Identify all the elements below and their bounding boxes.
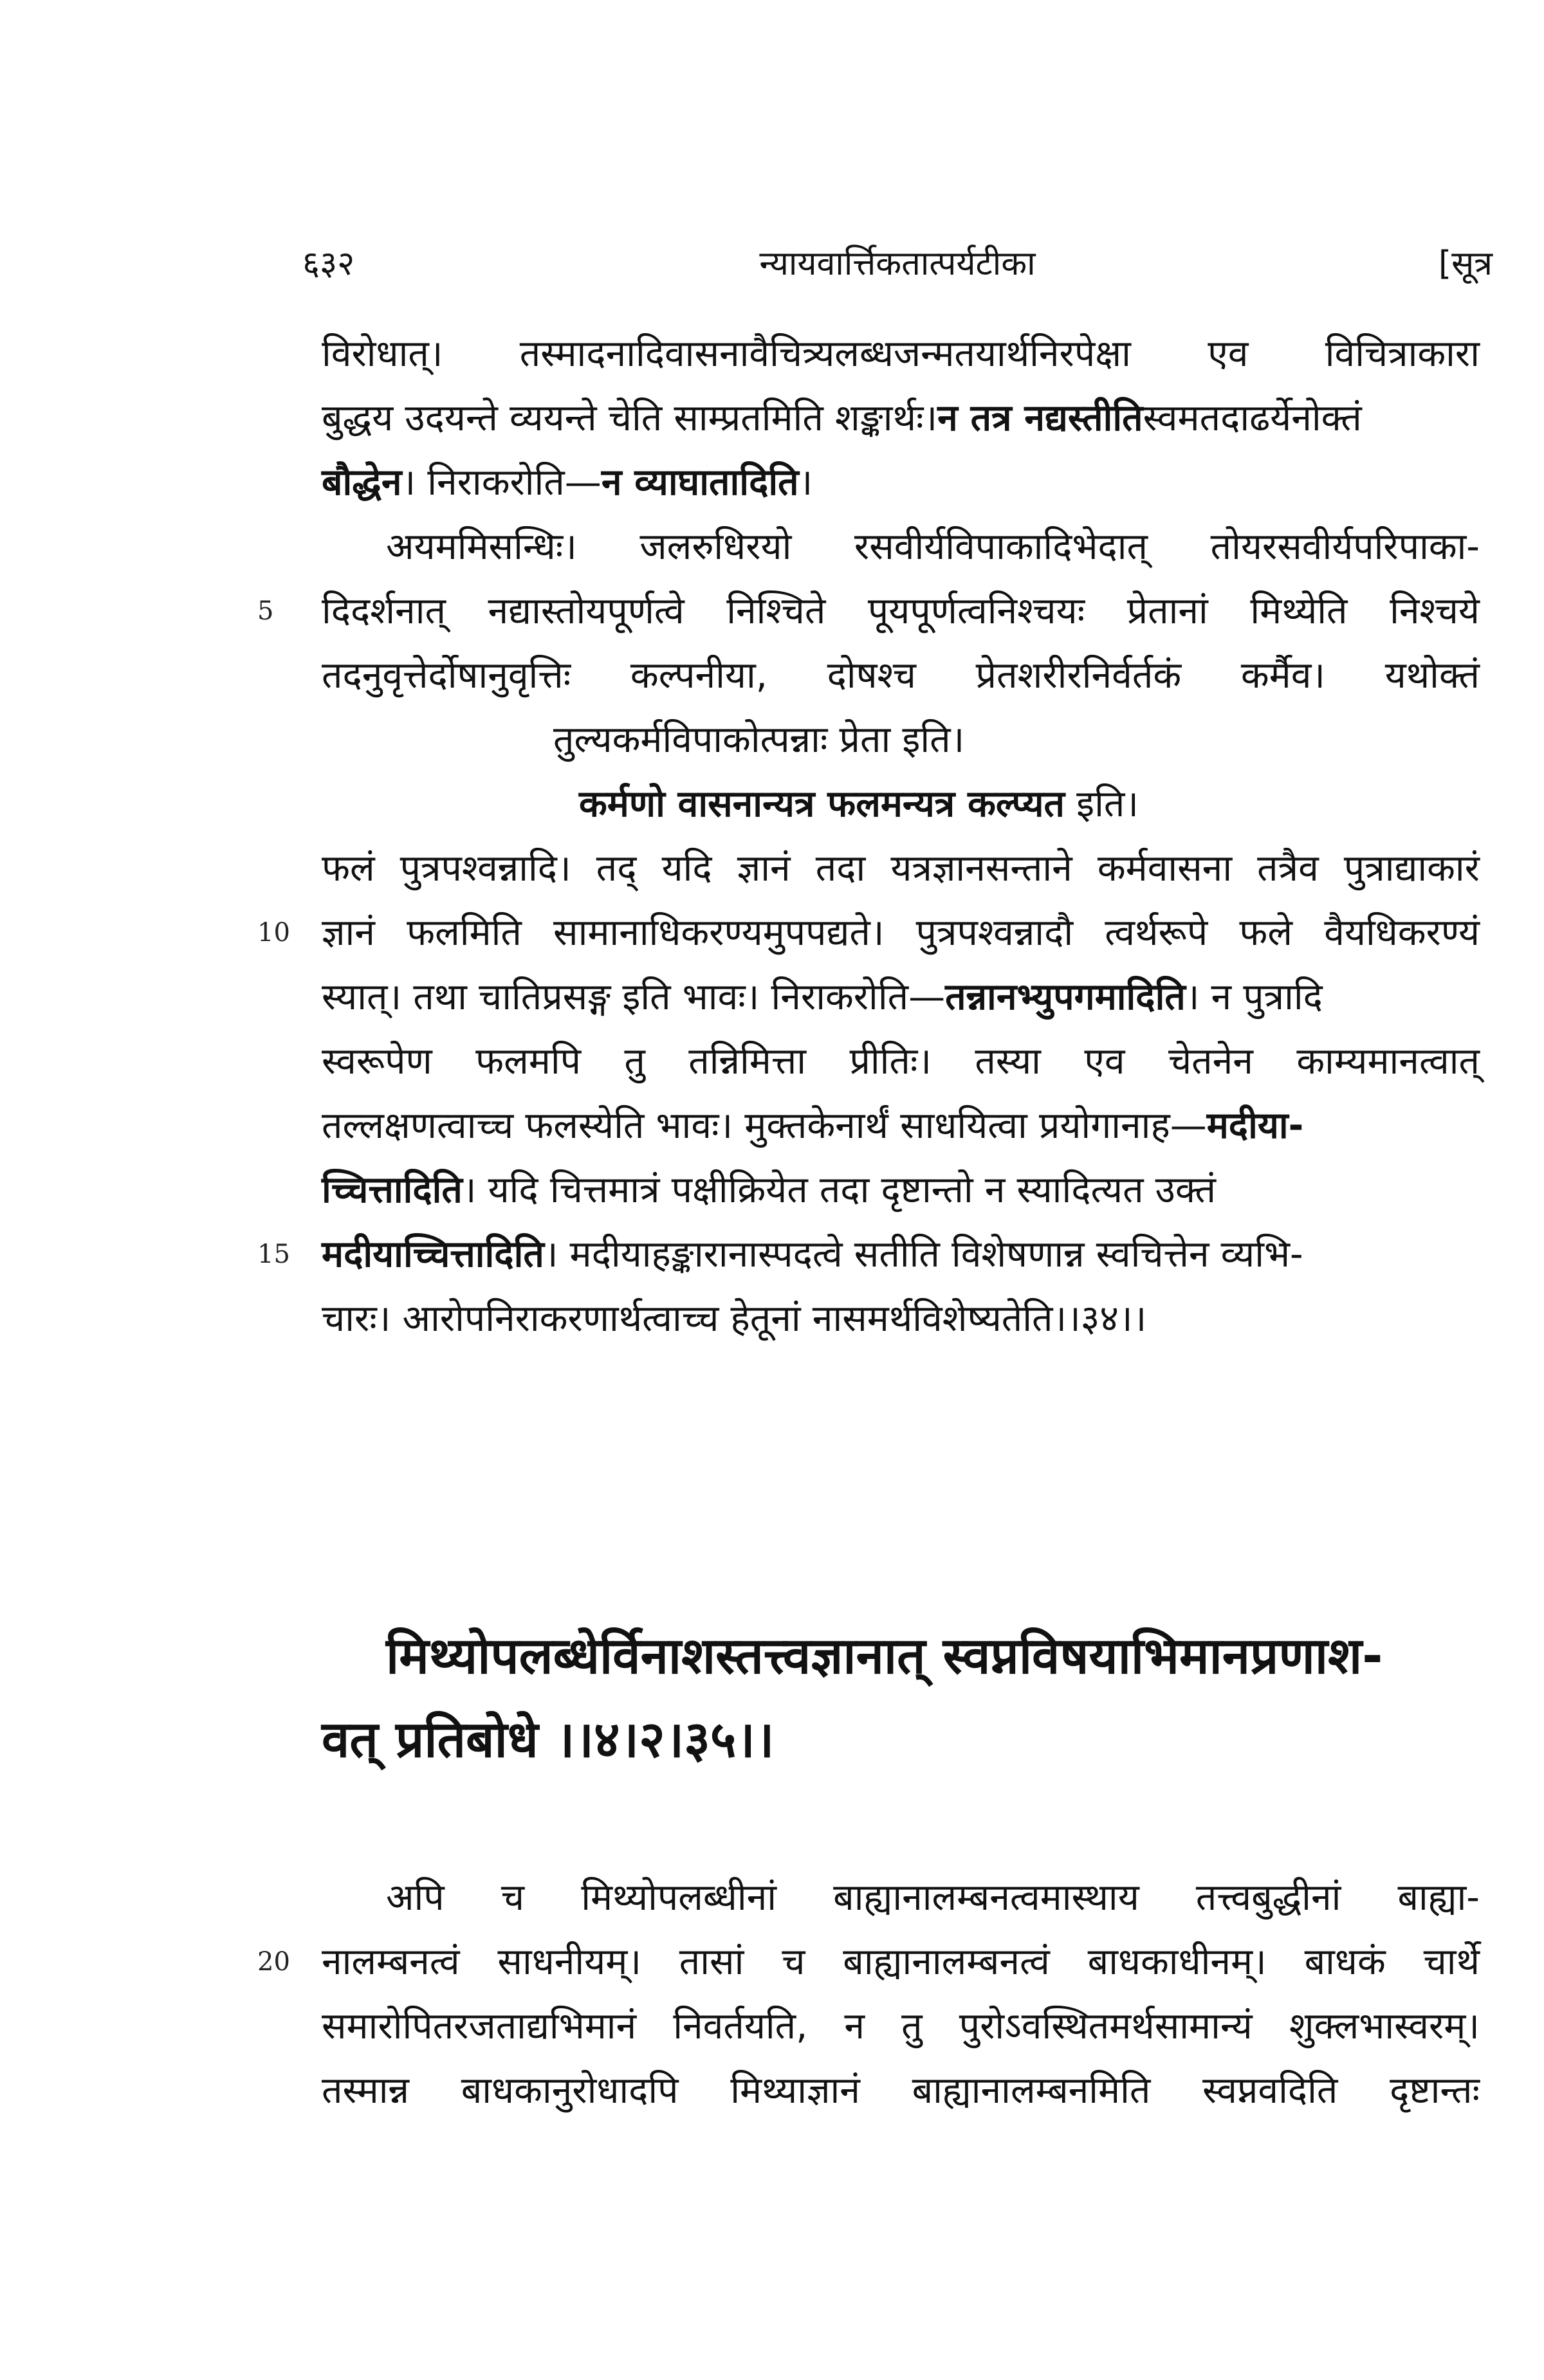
page-number: ६३२ <box>302 244 355 283</box>
line-number: 5 <box>257 596 274 626</box>
commentary-line: नालम्बनत्वं साधनीयम्। तासां च बाह्यानालम्बनत्वं बाधकाधीनम्। बाधकं चार्थे <box>322 1941 1480 1983</box>
quoted-verse: कर्मणो वासनान्यत्र फलमन्यत्र कल्प्यत <box>579 783 1065 825</box>
quoted-term: न तत्र नद्यस्तीति <box>937 397 1143 439</box>
commentary-line: दिदर्शनात् नद्यास्तोयपूर्णत्वे निश्चिते पूयपूर्णत्वनिश्चयः प्रेतानां मिथ्येति निश्चये <box>322 590 1480 632</box>
running-header <box>302 241 1493 286</box>
commentary-line: अपि च मिथ्योपलब्धीनां बाह्यानालम्बनत्वमास्थाय तत्त्वबुद्धीनां बाह्या- <box>386 1876 1480 1919</box>
commentary-line: तदनुवृत्तेर्दोषानुवृत्तिः कल्पनीया, दोषश्च प्रेतशरीरनिर्वर्तकं कर्मैव। यथोक्तं <box>322 654 1480 697</box>
commentary-line: फलं पुत्रपश्वन्नादि। तद् यदि ज्ञानं तदा यत्रज्ञानसन्ताने कर्मवासना तत्रैव पुत्राद्याकारं <box>322 847 1480 890</box>
line-number: 10 <box>257 918 290 947</box>
commentary-line: बौद्धेन। निराकरोति—न व्याघातादिति। <box>322 461 813 504</box>
quoted-term: तन्नानभ्युपगमादिति <box>945 976 1186 1018</box>
commentary-line: बुद्धय उदयन्ते व्ययन्ते चेति साम्प्रतमिति शङ्कार्थः।न तत्र नद्यस्तीतिस्वमतदाढर्येनोक्तं <box>322 397 1362 439</box>
running-title: न्यायवार्त्तिकतात्पर्यटीका <box>759 244 1036 283</box>
quoted-term: न व्याघातादिति <box>601 461 799 504</box>
commentary-line: तल्लक्षणत्वाच्च फलस्येति भावः। मुक्तकेनार्थं साधयित्वा प्रयोगानाह—मदीया- <box>322 1104 1304 1147</box>
sutra-label: [सूत्र <box>1438 244 1493 283</box>
commentary-line: चारः। आरोपनिराकरणार्थत्वाच्च हेतूनां नासमर्थविशेष्यतेति।।३४।। <box>322 1297 1147 1340</box>
commentary-line: ज्ञानं फलमिति सामानाधिकरण्यमुपपद्यते। पुत्रपश्वन्नादौ त्वर्थरूपे फले वैयधिकरण्यं <box>322 911 1480 954</box>
commentary-line: च्चित्तादिति। यदि चित्तमात्रं पक्षीक्रियेत तदा दृष्टान्तो न स्यादित्यत उक्तं <box>322 1169 1216 1211</box>
verse-line: कर्मणो वासनान्यत्र फलमन्यत्र कल्प्यत इति। <box>579 783 1139 825</box>
commentary-line: स्वरूपेण फलमपि तु तन्निमित्ता प्रीतिः। तस्या एव चेतनेन काम्यमानत्वात् <box>322 1040 1480 1083</box>
quoted-term: मदीया- <box>1206 1104 1304 1147</box>
line-number: 20 <box>257 1947 290 1977</box>
sutra-heading: मिथ्योपलब्धेर्विनाशस्तत्त्वज्ञानात् स्वप्नविषयाभिमानप्रणाश- <box>386 1627 1383 1685</box>
commentary-line: मदीयाच्चित्तादिति। मदीयाहङ्कारानास्पदत्वे सतीति विशेषणान्न स्वचित्तेन व्यभि- <box>322 1233 1303 1276</box>
quoted-term: च्चित्तादिति <box>322 1169 463 1211</box>
commentary-line: तस्मान्न बाधकानुरोधादपि मिथ्याज्ञानं बाह्यानालम्बनमिति स्वप्नवदिति दृष्टान्तः <box>322 2069 1480 2112</box>
line-number: 15 <box>257 1240 290 1269</box>
verse-line: तुल्यकर्मविपाकोत्पन्नाः प्रेता इति। <box>553 719 965 761</box>
commentary-line: अयममिसन्धिः। जलरुधिरयो रसवीर्यविपाकादिभेदात् तोयरसवीर्यपरिपाका- <box>386 526 1480 568</box>
commentary-line: समारोपितरजताद्यभिमानं निवर्तयति, न तु पुरोऽवस्थितमर्थसामान्यं शुक्लभास्वरम्। <box>322 2005 1480 2047</box>
quoted-term: मदीयाच्चित्तादिति <box>322 1233 544 1276</box>
commentary-line: स्यात्। तथा चातिप्रसङ्ग इति भावः। निराकरोति—तन्नानभ्युपगमादिति। न पुत्रादि <box>322 976 1323 1018</box>
commentary-line: विरोधात्। तस्मादनादिवासनावैचित्र्यलब्धजन्मतयार्थनिरपेक्षा एव विचित्राकारा <box>322 333 1480 375</box>
quoted-term: बौद्धेन <box>322 461 402 504</box>
sutra-heading: वत् प्रतिबोधे ।।४।२।३५।। <box>322 1711 775 1769</box>
